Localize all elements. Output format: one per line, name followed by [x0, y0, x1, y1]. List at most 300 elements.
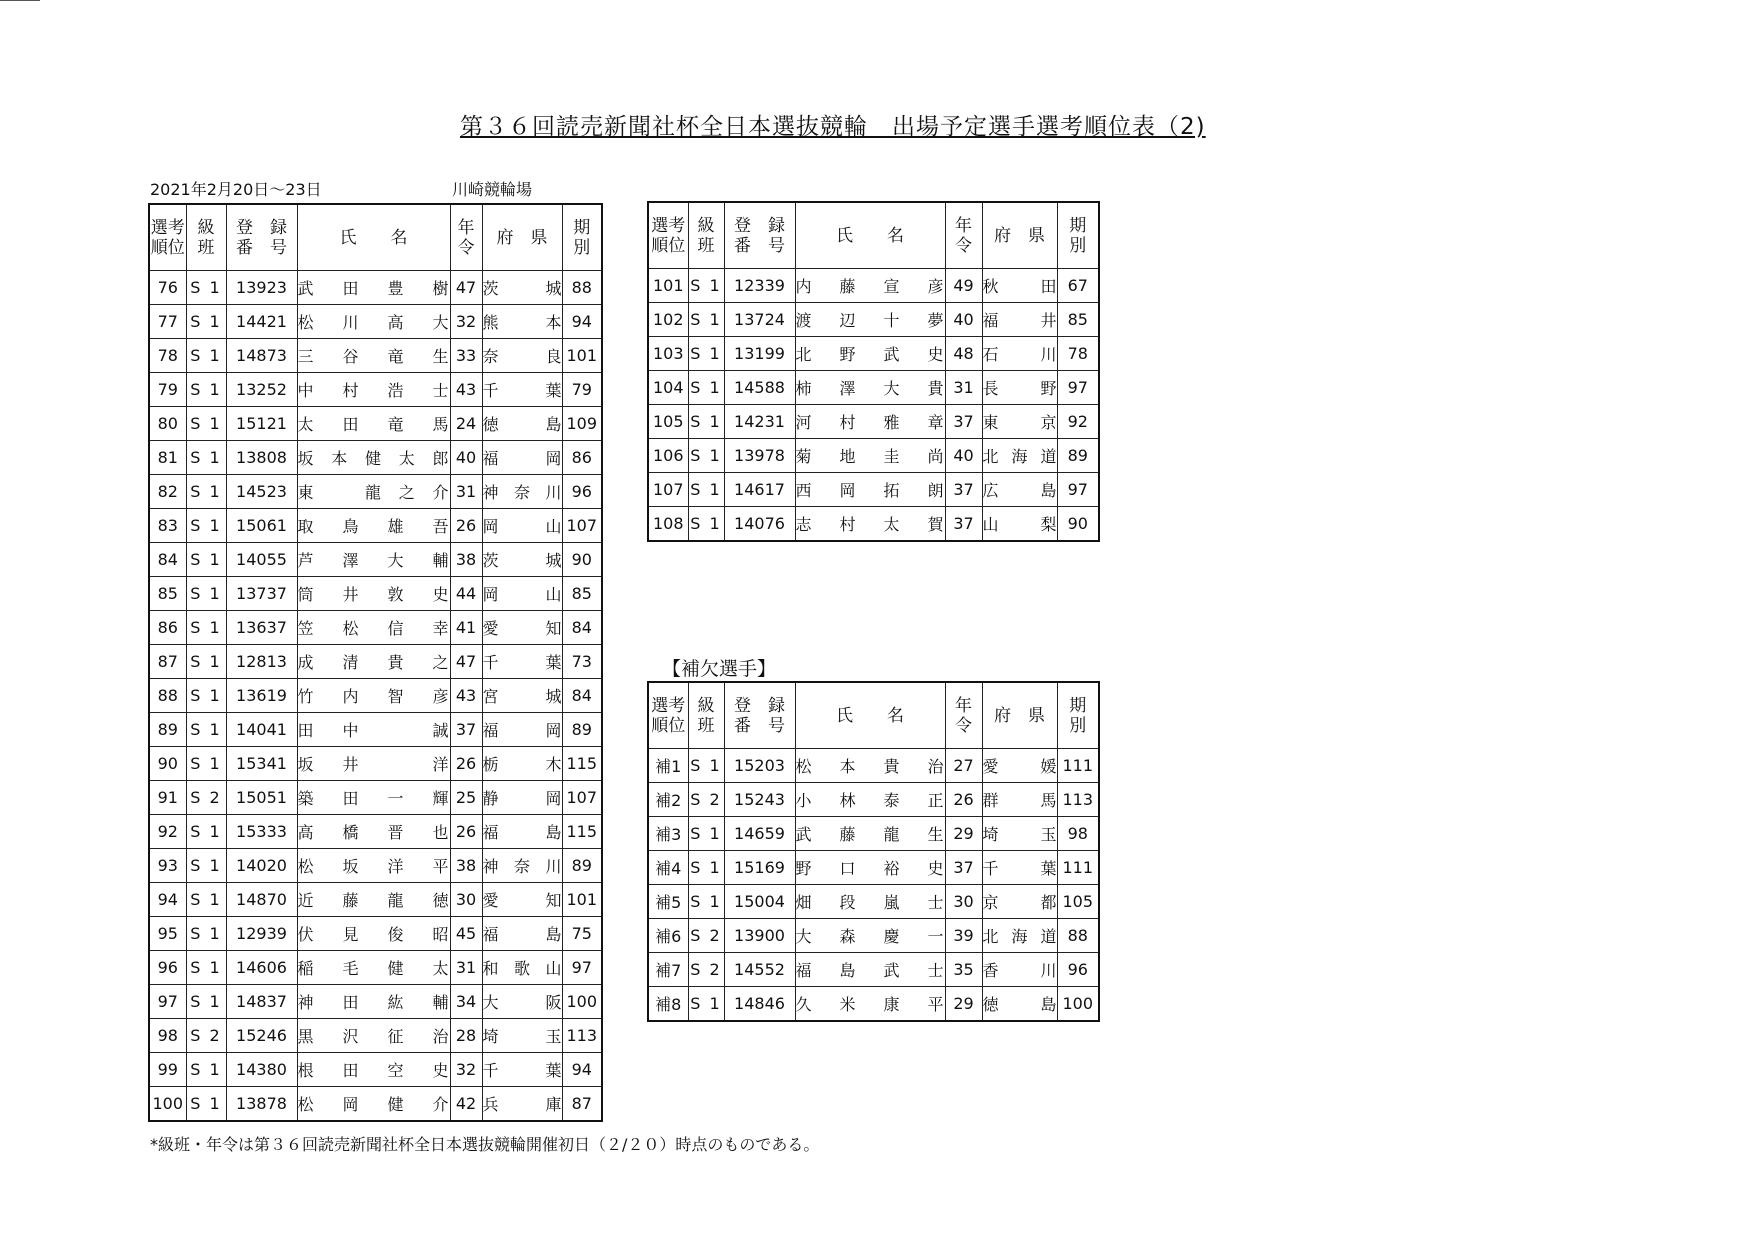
ranking-table-main: [148, 203, 603, 1122]
header-rank: [648, 682, 688, 749]
header-pref: 府 県: [482, 204, 562, 271]
class-cell: S 1: [186, 747, 226, 781]
table-row: [149, 509, 602, 543]
class-cell: S 1: [186, 951, 226, 985]
prefecture-cell: 熊本: [482, 305, 562, 339]
reg-number-cell: 13252: [226, 373, 297, 407]
table-row: [648, 749, 1099, 783]
table-row: [149, 305, 602, 339]
reg-number-cell: 14606: [226, 951, 297, 985]
table-row: [648, 405, 1099, 439]
name-cell: 太田竜馬: [297, 407, 450, 441]
term-cell: 96: [562, 475, 602, 509]
term-cell: 89: [562, 849, 602, 883]
class-cell: S 1: [186, 849, 226, 883]
class-cell: S 1: [688, 507, 724, 542]
rank-cell: 77: [149, 305, 186, 339]
header-row: [648, 682, 1099, 749]
reg-number-cell: 15004: [724, 885, 795, 919]
header-pref: 府 県: [982, 682, 1057, 749]
class-cell: S 1: [688, 885, 724, 919]
age-cell: 40: [450, 441, 482, 475]
header-class: [186, 204, 226, 271]
prefecture-cell: 宮城: [482, 679, 562, 713]
table-row: [648, 269, 1099, 303]
age-cell: 29: [945, 987, 982, 1022]
name-cell: 東 龍之介: [297, 475, 450, 509]
term-cell: 105: [1057, 885, 1099, 919]
reg-number-cell: 13724: [724, 303, 795, 337]
prefecture-cell: 神奈川: [482, 475, 562, 509]
name-cell: 志村太賀: [795, 507, 945, 542]
age-cell: 49: [945, 269, 982, 303]
rank-cell: 90: [149, 747, 186, 781]
rank-cell: 91: [149, 781, 186, 815]
name-cell: 畑段嵐士: [795, 885, 945, 919]
age-cell: 31: [450, 475, 482, 509]
age-cell: 45: [450, 917, 482, 951]
class-cell: S 1: [186, 509, 226, 543]
rank-cell: 88: [149, 679, 186, 713]
reg-number-cell: 14552: [724, 953, 795, 987]
prefecture-cell: 福島: [482, 815, 562, 849]
prefecture-cell: 奈良: [482, 339, 562, 373]
prefecture-cell: 福井: [982, 303, 1057, 337]
age-cell: 43: [450, 373, 482, 407]
term-cell: 111: [1057, 851, 1099, 885]
age-cell: 33: [450, 339, 482, 373]
term-cell: 107: [562, 509, 602, 543]
name-cell: 内藤宣彦: [795, 269, 945, 303]
reg-number-cell: 12939: [226, 917, 297, 951]
reg-number-cell: 13637: [226, 611, 297, 645]
header-class-line: 班: [197, 237, 215, 258]
header-age-line: 令: [457, 237, 475, 258]
name-cell: 神田紘輔: [297, 985, 450, 1019]
prefecture-cell: 長野: [982, 371, 1057, 405]
prefecture-cell: 徳島: [482, 407, 562, 441]
prefecture-cell: 千葉: [982, 851, 1057, 885]
age-cell: 37: [945, 405, 982, 439]
reg-number-cell: 14523: [226, 475, 297, 509]
prefecture-cell: 京都: [982, 885, 1057, 919]
footnote: *級班・年令は第３６回読売新聞社杯全日本選抜競輪開催初日（２/２０）時点のものである。: [150, 1135, 820, 1154]
prefecture-cell: 東京: [982, 405, 1057, 439]
class-cell: S 1: [186, 815, 226, 849]
prefecture-cell: 神奈川: [482, 849, 562, 883]
reg-number-cell: 14870: [226, 883, 297, 917]
term-cell: 88: [562, 271, 602, 305]
table-row: [149, 1019, 602, 1053]
table-row: [648, 885, 1099, 919]
reg-number-cell: 14588: [724, 371, 795, 405]
reg-number-cell: 13978: [724, 439, 795, 473]
term-cell: 107: [562, 781, 602, 815]
table-header: [648, 682, 1099, 749]
prefecture-cell: 秋田: [982, 269, 1057, 303]
reg-number-cell: 15246: [226, 1019, 297, 1053]
header-age-line: 年: [955, 215, 972, 236]
term-cell: 96: [1057, 953, 1099, 987]
reg-number-cell: 14041: [226, 713, 297, 747]
rank-cell: 81: [149, 441, 186, 475]
name-cell: 武藤龍生: [795, 817, 945, 851]
header-rank-line: 選考: [150, 217, 185, 238]
reg-number-cell: 14055: [226, 543, 297, 577]
name-cell: 菊地圭尚: [795, 439, 945, 473]
name-cell: 河村雅章: [795, 405, 945, 439]
rank-cell: 85: [149, 577, 186, 611]
class-cell: S 1: [186, 645, 226, 679]
age-cell: 34: [450, 985, 482, 1019]
class-cell: S 1: [688, 851, 724, 885]
prefecture-cell: 千葉: [482, 373, 562, 407]
name-cell: 西岡拓朗: [795, 473, 945, 507]
term-cell: 85: [1057, 303, 1099, 337]
name-cell: 稲毛健太: [297, 951, 450, 985]
class-cell: S 1: [186, 271, 226, 305]
table-row: [149, 713, 602, 747]
age-cell: 26: [945, 783, 982, 817]
prefecture-cell: 茨城: [482, 543, 562, 577]
header-term-line: 別: [1069, 715, 1087, 736]
table-row: [149, 917, 602, 951]
header-age-line: 令: [955, 715, 972, 736]
table-row: [149, 339, 602, 373]
table-row: [149, 747, 602, 781]
page-title: 第３６回読売新聞社杯全日本選抜競輪 出場予定選手選考順位表（2): [460, 114, 1206, 140]
rank-cell: 補8: [648, 987, 688, 1022]
reg-number-cell: 13900: [724, 919, 795, 953]
term-cell: 79: [562, 373, 602, 407]
table-row: [149, 577, 602, 611]
rank-cell: 97: [149, 985, 186, 1019]
age-cell: 27: [945, 749, 982, 783]
prefecture-cell: 広島: [982, 473, 1057, 507]
term-cell: 92: [1057, 405, 1099, 439]
name-cell: 小林泰正: [795, 783, 945, 817]
class-cell: S 1: [186, 441, 226, 475]
class-cell: S 2: [186, 1019, 226, 1053]
term-cell: 78: [1057, 337, 1099, 371]
reserve-section-title: 【補欠選手】: [662, 658, 777, 680]
prefecture-cell: 埼玉: [482, 1019, 562, 1053]
class-cell: S 1: [186, 339, 226, 373]
term-cell: 89: [1057, 439, 1099, 473]
name-cell: 野口裕史: [795, 851, 945, 885]
term-cell: 100: [1057, 987, 1099, 1022]
class-cell: S 1: [688, 749, 724, 783]
reg-number-cell: 15333: [226, 815, 297, 849]
age-cell: 25: [450, 781, 482, 815]
header-term-line: 期: [1069, 695, 1087, 716]
table-row: [149, 543, 602, 577]
class-cell: S 1: [688, 405, 724, 439]
table-row: [149, 679, 602, 713]
prefecture-cell: 福岡: [482, 713, 562, 747]
term-cell: 97: [562, 951, 602, 985]
age-cell: 37: [945, 851, 982, 885]
class-cell: S 1: [186, 305, 226, 339]
term-cell: 67: [1057, 269, 1099, 303]
table-row: [648, 987, 1099, 1022]
header-class-line: 班: [697, 715, 715, 736]
reg-number-cell: 15121: [226, 407, 297, 441]
age-cell: 24: [450, 407, 482, 441]
rank-cell: 76: [149, 271, 186, 305]
name-cell: 成清貴之: [297, 645, 450, 679]
rank-cell: 98: [149, 1019, 186, 1053]
age-cell: 35: [945, 953, 982, 987]
reserve-table: [647, 681, 1100, 1022]
prefecture-cell: 福島: [482, 917, 562, 951]
rank-cell: 104: [648, 371, 688, 405]
header-age: [945, 682, 982, 749]
reg-number-cell: 12813: [226, 645, 297, 679]
term-cell: 90: [562, 543, 602, 577]
class-cell: S 1: [186, 407, 226, 441]
term-cell: 73: [562, 645, 602, 679]
table-row: [149, 645, 602, 679]
age-cell: 47: [450, 271, 482, 305]
class-cell: S 1: [186, 985, 226, 1019]
term-cell: 94: [562, 305, 602, 339]
table-row: [648, 439, 1099, 473]
table-row: [149, 781, 602, 815]
prefecture-cell: 和歌山: [482, 951, 562, 985]
reg-number-cell: 14076: [724, 507, 795, 542]
table-row: [648, 303, 1099, 337]
reg-number-cell: 13808: [226, 441, 297, 475]
age-cell: 30: [450, 883, 482, 917]
header-reg-line: 登 録: [734, 215, 785, 236]
table-row: [149, 373, 602, 407]
prefecture-cell: 北海道: [982, 919, 1057, 953]
term-cell: 84: [562, 679, 602, 713]
name-cell: 伏見俊昭: [297, 917, 450, 951]
rank-cell: 94: [149, 883, 186, 917]
prefecture-cell: 埼玉: [982, 817, 1057, 851]
prefecture-cell: 大阪: [482, 985, 562, 1019]
rank-cell: 95: [149, 917, 186, 951]
prefecture-cell: 愛知: [482, 883, 562, 917]
reg-number-cell: 14380: [226, 1053, 297, 1087]
reg-number-cell: 13878: [226, 1087, 297, 1122]
term-cell: 109: [562, 407, 602, 441]
rank-cell: 101: [648, 269, 688, 303]
reg-number-cell: 15341: [226, 747, 297, 781]
header-age-line: 令: [955, 235, 972, 256]
header-age-line: 年: [955, 695, 972, 716]
age-cell: 40: [945, 303, 982, 337]
rank-cell: 108: [648, 507, 688, 542]
rank-cell: 補1: [648, 749, 688, 783]
reg-number-cell: 15169: [724, 851, 795, 885]
table-row: [648, 919, 1099, 953]
class-cell: S 1: [186, 611, 226, 645]
age-cell: 26: [450, 747, 482, 781]
table-row: [149, 1053, 602, 1087]
reg-number-cell: 13737: [226, 577, 297, 611]
term-cell: 101: [562, 883, 602, 917]
age-cell: 37: [945, 473, 982, 507]
rank-cell: 106: [648, 439, 688, 473]
name-cell: 竹内智彦: [297, 679, 450, 713]
rank-cell: 99: [149, 1053, 186, 1087]
name-cell: 中村浩士: [297, 373, 450, 407]
reg-number-cell: 15203: [724, 749, 795, 783]
reg-number-cell: 14846: [724, 987, 795, 1022]
table-row: [149, 271, 602, 305]
age-cell: 30: [945, 885, 982, 919]
rank-cell: 89: [149, 713, 186, 747]
age-cell: 31: [450, 951, 482, 985]
term-cell: 113: [562, 1019, 602, 1053]
header-rank: [149, 204, 186, 271]
name-cell: 築田一輝: [297, 781, 450, 815]
term-cell: 115: [562, 747, 602, 781]
table-row: [149, 611, 602, 645]
term-cell: 90: [1057, 507, 1099, 542]
rank-cell: 83: [149, 509, 186, 543]
rank-cell: 補5: [648, 885, 688, 919]
prefecture-cell: 香川: [982, 953, 1057, 987]
table-row: [648, 851, 1099, 885]
age-cell: 43: [450, 679, 482, 713]
prefecture-cell: 栃木: [482, 747, 562, 781]
term-cell: 85: [562, 577, 602, 611]
age-cell: 32: [450, 305, 482, 339]
reg-number-cell: 14837: [226, 985, 297, 1019]
rank-cell: 102: [648, 303, 688, 337]
reg-number-cell: 13923: [226, 271, 297, 305]
class-cell: S 1: [186, 917, 226, 951]
rank-cell: 補7: [648, 953, 688, 987]
reg-number-cell: 15061: [226, 509, 297, 543]
rank-cell: 96: [149, 951, 186, 985]
header-name: 氏 名: [297, 204, 450, 271]
name-cell: 根田空史: [297, 1053, 450, 1087]
header-class-line: 級: [697, 695, 715, 716]
name-cell: 取鳥雄吾: [297, 509, 450, 543]
reg-number-cell: 15243: [724, 783, 795, 817]
rank-cell: 補3: [648, 817, 688, 851]
class-cell: S 1: [688, 371, 724, 405]
class-cell: S 1: [186, 883, 226, 917]
rank-cell: 補6: [648, 919, 688, 953]
rank-cell: 93: [149, 849, 186, 883]
term-cell: 100: [562, 985, 602, 1019]
header-rank-line: 順位: [651, 235, 686, 256]
class-cell: S 1: [688, 817, 724, 851]
name-cell: 近藤龍徳: [297, 883, 450, 917]
class-cell: S 1: [688, 987, 724, 1022]
prefecture-cell: 福岡: [482, 441, 562, 475]
header-row: [648, 202, 1099, 269]
name-cell: 松坂洋平: [297, 849, 450, 883]
header-class-line: 級: [197, 217, 215, 238]
age-cell: 31: [945, 371, 982, 405]
name-cell: 坂本健太郎: [297, 441, 450, 475]
name-cell: 筒井敦史: [297, 577, 450, 611]
class-cell: S 1: [186, 679, 226, 713]
name-cell: 高橋晋也: [297, 815, 450, 849]
reg-number-cell: 14617: [724, 473, 795, 507]
table-row: [648, 817, 1099, 851]
term-cell: 113: [1057, 783, 1099, 817]
prefecture-cell: 千葉: [482, 645, 562, 679]
age-cell: 39: [945, 919, 982, 953]
term-cell: 75: [562, 917, 602, 951]
rank-cell: 80: [149, 407, 186, 441]
prefecture-cell: 徳島: [982, 987, 1057, 1022]
prefecture-cell: 石川: [982, 337, 1057, 371]
prefecture-cell: 静岡: [482, 781, 562, 815]
table-row: [149, 815, 602, 849]
table-row: [149, 475, 602, 509]
prefecture-cell: 兵庫: [482, 1087, 562, 1122]
header-rank-line: 順位: [150, 237, 185, 258]
header-term-line: 別: [573, 237, 591, 258]
table-row: [648, 371, 1099, 405]
class-cell: S 1: [186, 543, 226, 577]
age-cell: 48: [945, 337, 982, 371]
class-cell: S 2: [688, 783, 724, 817]
prefecture-cell: 岡山: [482, 577, 562, 611]
rank-cell: 100: [149, 1087, 186, 1122]
table-header: [648, 202, 1099, 269]
term-cell: 97: [1057, 473, 1099, 507]
header-term-line: 期: [573, 217, 591, 238]
table-row: [149, 985, 602, 1019]
event-date: 2021年2月20日～23日: [150, 180, 322, 199]
reg-number-cell: 14659: [724, 817, 795, 851]
name-cell: 武田豊樹: [297, 271, 450, 305]
age-cell: 26: [450, 815, 482, 849]
reg-number-cell: 15051: [226, 781, 297, 815]
prefecture-cell: 岡山: [482, 509, 562, 543]
name-cell: 松本貴治: [795, 749, 945, 783]
name-cell: 芦澤大輔: [297, 543, 450, 577]
ranking-table-continued: [647, 201, 1100, 542]
name-cell: 大森慶一: [795, 919, 945, 953]
term-cell: 115: [562, 815, 602, 849]
term-cell: 94: [562, 1053, 602, 1087]
term-cell: 88: [1057, 919, 1099, 953]
class-cell: S 1: [688, 439, 724, 473]
prefecture-cell: 山梨: [982, 507, 1057, 542]
prefecture-cell: 群馬: [982, 783, 1057, 817]
class-cell: S 1: [186, 475, 226, 509]
name-cell: 北野武史: [795, 337, 945, 371]
table-row: [648, 337, 1099, 371]
rank-cell: 84: [149, 543, 186, 577]
class-cell: S 2: [688, 953, 724, 987]
class-cell: S 1: [688, 269, 724, 303]
header-class: [688, 202, 724, 269]
age-cell: 41: [450, 611, 482, 645]
prefecture-cell: 茨城: [482, 271, 562, 305]
class-cell: S 1: [688, 473, 724, 507]
header-reg-line: 番 号: [734, 235, 785, 256]
name-cell: 黒沢征治: [297, 1019, 450, 1053]
age-cell: 42: [450, 1087, 482, 1122]
age-cell: 32: [450, 1053, 482, 1087]
header-rank-line: 順位: [651, 715, 686, 736]
rank-cell: 105: [648, 405, 688, 439]
rank-cell: 補4: [648, 851, 688, 885]
prefecture-cell: 千葉: [482, 1053, 562, 1087]
